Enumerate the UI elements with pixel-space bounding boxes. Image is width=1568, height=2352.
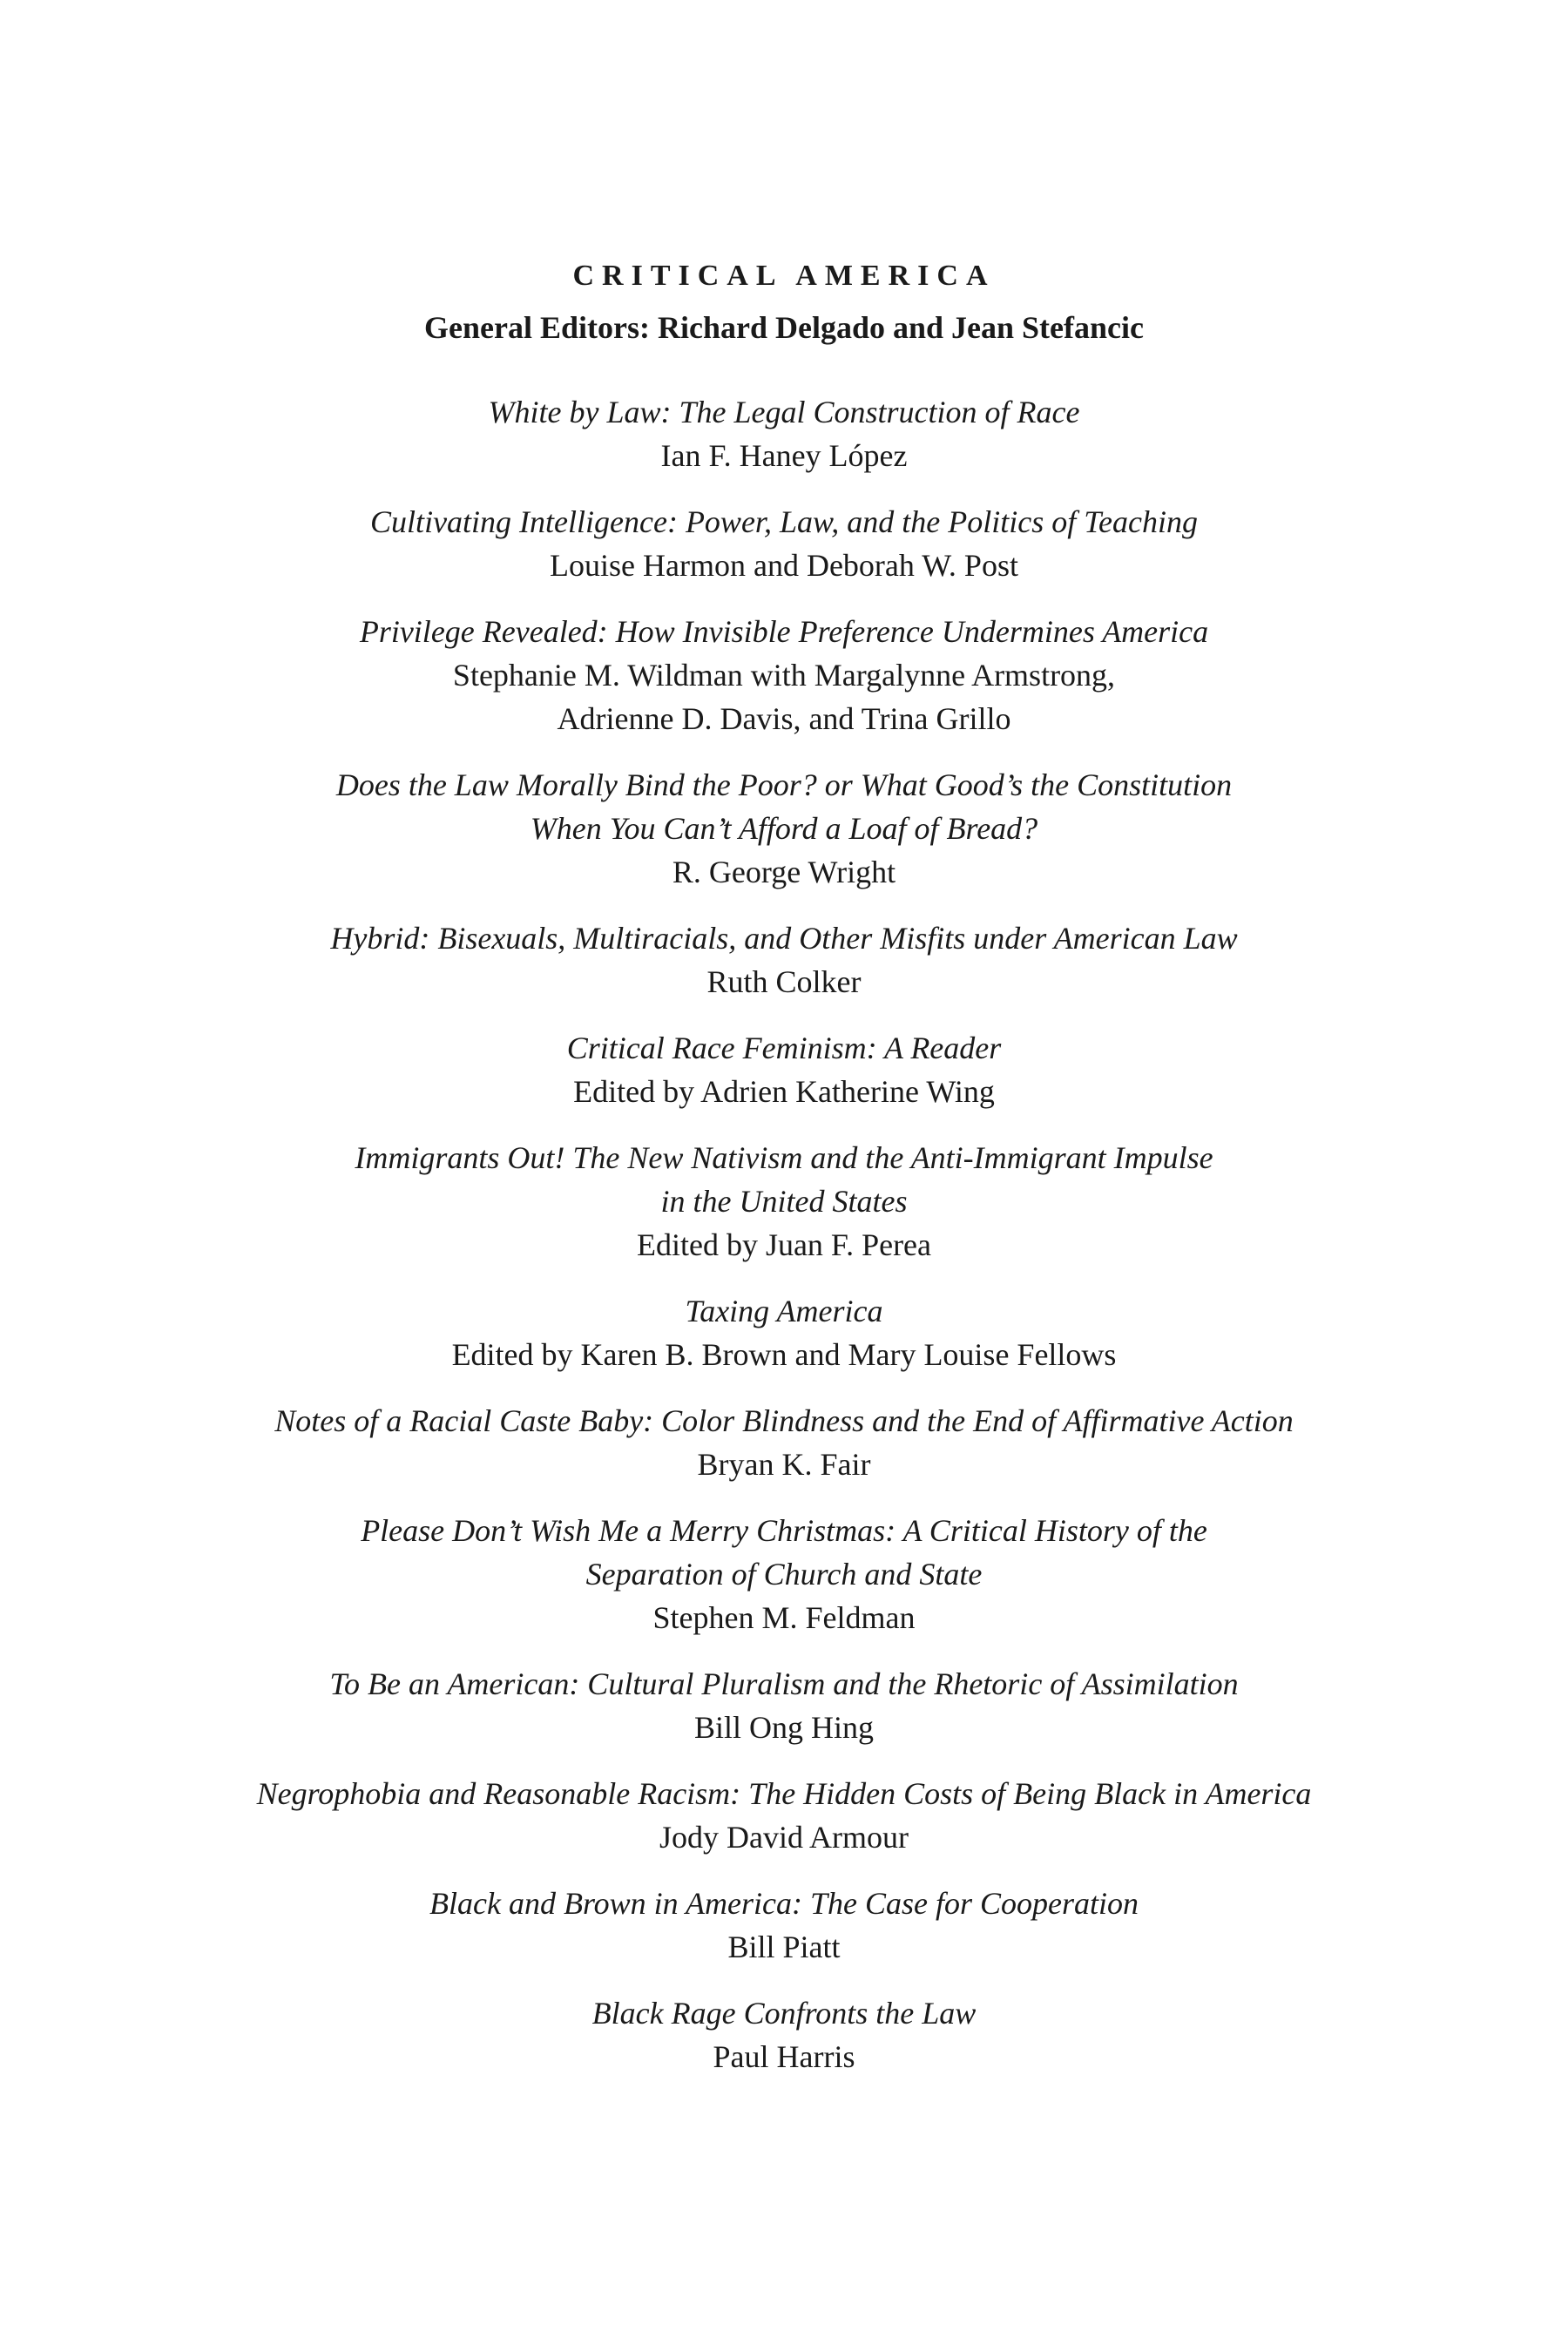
book-title: Notes of a Racial Caste Baby: Color Blindness and the End of Affirmative Action bbox=[274, 1403, 1294, 1438]
book-author: Edited by Karen B. Brown and Mary Louise Fellows bbox=[451, 1337, 1117, 1372]
book-author: Ruth Colker bbox=[706, 964, 862, 999]
book-entry bbox=[0, 1662, 1568, 1749]
book-entry bbox=[0, 1136, 1568, 1267]
book-author: Edited by Adrien Katherine Wing bbox=[573, 1074, 995, 1109]
book-entry bbox=[0, 1772, 1568, 1859]
book-title: Cultivating Intelligence: Power, Law, and the Politics of Teaching bbox=[370, 504, 1198, 539]
book-author: Jody David Armour bbox=[659, 1820, 909, 1855]
book-entry bbox=[0, 500, 1568, 587]
book-entry bbox=[0, 1882, 1568, 1969]
book-title: in the United States bbox=[660, 1184, 908, 1219]
book-entry bbox=[0, 1026, 1568, 1113]
book-author: Paul Harris bbox=[713, 2039, 855, 2074]
book-list bbox=[0, 390, 1568, 2101]
book-title: Immigrants Out! The New Nativism and the Anti-Immigrant Impulse bbox=[355, 1140, 1213, 1175]
book-entry bbox=[0, 1509, 1568, 1639]
series-title: CRITICAL AMERICA bbox=[572, 260, 996, 292]
book-entry bbox=[0, 610, 1568, 740]
book-title: Black and Brown in America: The Case for Cooperation bbox=[429, 1886, 1139, 1921]
book-entry bbox=[0, 1399, 1568, 1486]
book-title: Critical Race Feminism: A Reader bbox=[566, 1031, 1002, 1065]
book-title: Taxing America bbox=[685, 1294, 883, 1328]
book-author: Bill Piatt bbox=[727, 1930, 841, 1964]
series-editors: General Editors: Richard Delgado and Jean Stefancic bbox=[424, 310, 1144, 345]
book-entry bbox=[0, 916, 1568, 1004]
book-title: Hybrid: Bisexuals, Multiracials, and Other Misfits under American Law bbox=[330, 921, 1238, 956]
book-author: Adrienne D. Davis, and Trina Grillo bbox=[557, 701, 1011, 736]
series-header bbox=[0, 257, 1568, 349]
book-title: Black Rage Confronts the Law bbox=[591, 1996, 977, 2031]
book-title: When You Can’t Afford a Loaf of Bread? bbox=[530, 811, 1038, 846]
book-author: Louise Harmon and Deborah W. Post bbox=[550, 548, 1018, 583]
book-title: Please Don’t Wish Me a Merry Christmas: A Critical History of the bbox=[361, 1513, 1207, 1548]
book-title: Negrophobia and Reasonable Racism: The Hidden Costs of Being Black in America bbox=[256, 1776, 1312, 1811]
book-author: Edited by Juan F. Perea bbox=[636, 1227, 932, 1262]
book-author: R. George Wright bbox=[672, 855, 896, 889]
book-author: Stephen M. Feldman bbox=[652, 1600, 916, 1635]
book-title: Separation of Church and State bbox=[585, 1557, 983, 1592]
book-author: Ian F. Haney López bbox=[660, 438, 908, 473]
book-entry bbox=[0, 763, 1568, 894]
book-title: To Be an American: Cultural Pluralism and the Rhetoric of Assimilation bbox=[329, 1666, 1239, 1701]
book-entry bbox=[0, 1991, 1568, 2078]
book-title: White by Law: The Legal Construction of Race bbox=[488, 395, 1080, 429]
book-author: Bryan K. Fair bbox=[697, 1447, 871, 1482]
book-entry bbox=[0, 1289, 1568, 1376]
book-author: Bill Ong Hing bbox=[693, 1710, 874, 1745]
book-title: Privilege Revealed: How Invisible Preference Undermines America bbox=[359, 614, 1209, 649]
book-entry bbox=[0, 390, 1568, 477]
book-author: Stephanie M. Wildman with Margalynne Armstrong, bbox=[452, 658, 1116, 693]
book-title: Does the Law Morally Bind the Poor? or What Good’s the Constitution bbox=[335, 767, 1233, 802]
